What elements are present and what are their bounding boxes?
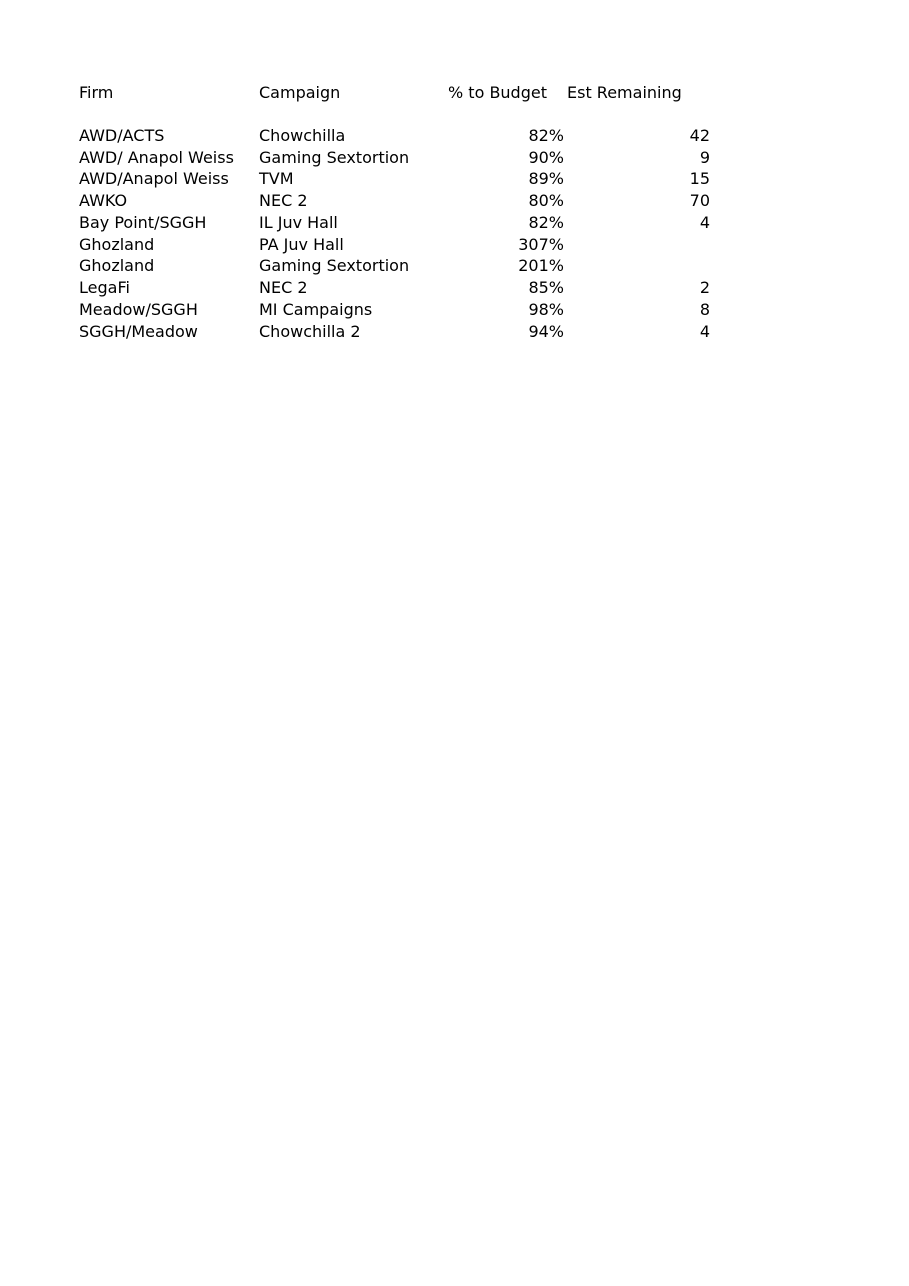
cell-est-remaining: 8: [699, 300, 710, 319]
cell-campaign: TVM: [259, 169, 294, 188]
cell-est-remaining: 42: [689, 126, 710, 145]
cell-firm: Ghozland: [79, 256, 155, 275]
cell-firm: AWD/ACTS: [79, 126, 165, 145]
cell-firm: LegaFi: [79, 278, 130, 297]
cell-firm: SGGH/Meadow: [79, 322, 198, 341]
cell-est-remaining: 2: [699, 278, 710, 297]
cell-est-remaining: 70: [689, 191, 710, 210]
table-row: [0, 168, 909, 190]
cell-firm: AWD/ Anapol Weiss: [79, 148, 234, 167]
cell-firm: Bay Point/SGGH: [79, 213, 207, 232]
header-pct-to-budget: % to Budget: [448, 83, 547, 102]
cell-firm: Meadow/SGGH: [79, 300, 198, 319]
table-row: [0, 147, 909, 169]
cell-firm: AWKO: [79, 191, 128, 210]
table-row: [0, 190, 909, 212]
header-est-remaining: Est Remaining: [567, 83, 682, 102]
cell-est-remaining: 4: [699, 213, 710, 232]
cell-pct-to-budget: 82%: [528, 126, 564, 145]
cell-pct-to-budget: 80%: [528, 191, 564, 210]
table-row: [0, 212, 909, 234]
table-row: [0, 321, 909, 343]
cell-pct-to-budget: 201%: [518, 256, 564, 275]
table-row: [0, 234, 909, 256]
cell-campaign: Chowchilla 2: [259, 322, 361, 341]
cell-pct-to-budget: 94%: [528, 322, 564, 341]
header-campaign: Campaign: [259, 83, 341, 102]
table-row: [0, 277, 909, 299]
cell-pct-to-budget: 89%: [528, 169, 564, 188]
header-firm: Firm: [79, 83, 114, 102]
cell-est-remaining: 9: [699, 148, 710, 167]
cell-pct-to-budget: 85%: [528, 278, 564, 297]
cell-campaign: NEC 2: [259, 278, 308, 297]
cell-pct-to-budget: 82%: [528, 213, 564, 232]
cell-campaign: Gaming Sextortion: [259, 256, 410, 275]
table-row: [0, 299, 909, 321]
cell-pct-to-budget: 98%: [528, 300, 564, 319]
cell-campaign: PA Juv Hall: [259, 235, 344, 254]
cell-campaign: MI Campaigns: [259, 300, 373, 319]
table-row: [0, 255, 909, 277]
cell-firm: Ghozland: [79, 235, 155, 254]
cell-pct-to-budget: 90%: [528, 148, 564, 167]
table-row: [0, 125, 909, 147]
cell-campaign: IL Juv Hall: [259, 213, 338, 232]
cell-est-remaining: 4: [699, 322, 710, 341]
cell-pct-to-budget: 307%: [518, 235, 564, 254]
cell-campaign: NEC 2: [259, 191, 308, 210]
cell-est-remaining: 15: [689, 169, 710, 188]
header-row: [0, 82, 909, 104]
cell-campaign: Gaming Sextortion: [259, 148, 410, 167]
cell-firm: AWD/Anapol Weiss: [79, 169, 229, 188]
cell-campaign: Chowchilla: [259, 126, 346, 145]
